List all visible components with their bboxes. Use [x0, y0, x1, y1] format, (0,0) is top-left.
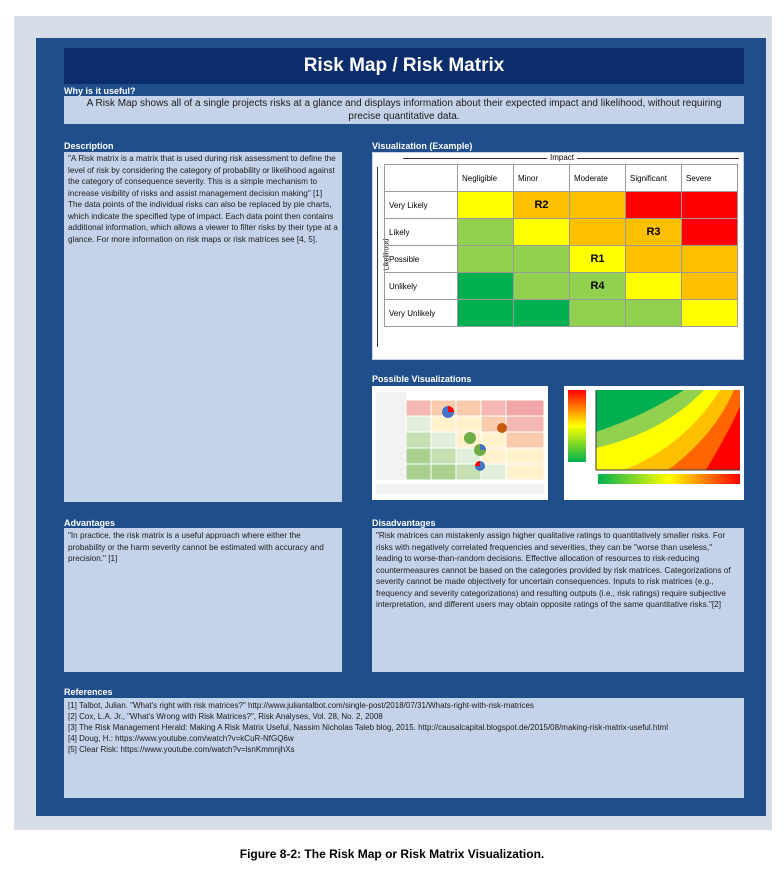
risk-cell — [458, 192, 514, 219]
description-heading: Description — [64, 141, 114, 151]
risk-cell — [626, 246, 682, 273]
matrix-corner — [385, 165, 458, 192]
disadvantages-text: "Risk matrices can mistakenly assign higher qualitative ratings to quantitatively smaller risks. For risks with negatively correlated frequencies and severities, they can be "worse than useless," leading to worse-than-random decisions. Effective allocation of resources to risk-reducing countermeasures cannot be based on the categories provided by risk matrices. Categorizations of severity cannot be made objectively for uncertain consequences. Inputs to risk matrices (e.g., frequency and severity categorizations) and resulting outputs (i.e., risk ratings) require subjective interpretation, and different users may obtain opposite ratings of the same quantitative risks."[2] — [372, 528, 744, 672]
possible-visualizations-heading: Possible Visualizations — [372, 374, 472, 384]
impact-column-header: Moderate — [570, 165, 626, 192]
risk-matrix-figure — [373, 153, 743, 359]
reference-item: [5] Clear Risk: https://www.youtube.com/watch?v=lsnKmmnjhXs — [68, 745, 295, 754]
likelihood-row-label: Very Likely — [385, 192, 458, 219]
impact-column-header: Significant — [626, 165, 682, 192]
impact-axis-label: Impact — [547, 153, 577, 162]
risk-cell — [514, 246, 570, 273]
risk-cell — [514, 273, 570, 300]
possible-visualization-bubble-matrix — [372, 386, 548, 500]
risk-cell: R3 — [626, 219, 682, 246]
risk-matrix-table — [384, 164, 738, 327]
risk-cell — [626, 300, 682, 327]
risk-cell: R1 — [570, 246, 626, 273]
visualization-heading: Visualization (Example) — [372, 141, 473, 151]
risk-cell — [682, 300, 738, 327]
risk-cell — [682, 192, 738, 219]
risk-cell — [514, 219, 570, 246]
reference-item: [1] Talbot, Julian. "What's right with risk matrices?" http://www.juliantalbot.com/single-post/2018/07/31/Whats-right-with-risk-matrices — [68, 701, 534, 710]
risk-cell — [682, 246, 738, 273]
risk-cell — [570, 192, 626, 219]
likelihood-row-label: Unlikely — [385, 273, 458, 300]
why-heading: Why is it useful? — [64, 86, 136, 96]
likelihood-axis-label: Likelihood — [383, 238, 391, 271]
risk-cell — [626, 192, 682, 219]
reference-item: [4] Doug, H.: https://www.youtube.com/watch?v=kCuR-NfGQ6w — [68, 734, 294, 743]
risk-cell — [570, 219, 626, 246]
risk-cell — [682, 273, 738, 300]
possible-visualization-heatmap — [564, 386, 744, 500]
reference-item: [3] The Risk Management Herald: Making A Risk Matrix Useful, Nassim Nicholas Taleb blog, 2015. http://causalcapital.blogspot.de/2015/08/making-risk-matrix-useful.html — [68, 723, 668, 732]
heatmap-image — [564, 386, 744, 500]
risk-cell — [458, 273, 514, 300]
risk-cell — [514, 300, 570, 327]
impact-column-header: Minor — [514, 165, 570, 192]
risk-cell: R4 — [570, 273, 626, 300]
likelihood-axis-line — [377, 167, 378, 347]
poster-title: Risk Map / Risk Matrix — [64, 48, 744, 84]
likelihood-row-label: Likely — [385, 219, 458, 246]
risk-cell — [570, 300, 626, 327]
reference-item: [2] Cox, L.A. Jr., "What's Wrong with Risk Matrices?", Risk Analyses, Vol. 28, No. 2, 2008 — [68, 712, 383, 721]
why-text: A Risk Map shows all of a single projects risks at a glance and displays information about their expected impact and likelihood, without requiring precise quantitative data. — [64, 96, 744, 124]
likelihood-row-label: Possible — [385, 246, 458, 273]
description-text: "A Risk matrix is a matrix that is used during risk assessment to define the level of risk by considering the category of probability or likelihood against the category of consequence severity. This is a simple mechanism to increase visibility of risks and assist management decision making" [1] The data points of the individual risks can also be replaced by pie charts, which indicate the specified type of impact. Each data point then contains additional information, which allows a viewer to filter risks by their type at a glance. For more information on risk maps or risk matrices see [4, 5]. — [64, 152, 342, 502]
risk-cell: R2 — [514, 192, 570, 219]
figure-caption: Figure 8-2: The Risk Map or Risk Matrix Visualization. — [239, 847, 545, 861]
references-list — [64, 698, 744, 798]
risk-cell — [458, 219, 514, 246]
bubble-matrix-image — [372, 386, 548, 500]
risk-cell — [682, 219, 738, 246]
risk-cell — [458, 300, 514, 327]
disadvantages-heading: Disadvantages — [372, 518, 436, 528]
references-heading: References — [64, 687, 113, 697]
visualization-panel — [372, 152, 744, 360]
advantages-text: "In practice, the risk matrix is a useful approach where either the probability or the harm severity cannot be estimated with accuracy and precision." [1] — [64, 528, 342, 672]
risk-cell — [458, 246, 514, 273]
likelihood-row-label: Very Unlikely — [385, 300, 458, 327]
impact-column-header: Severe — [682, 165, 738, 192]
impact-column-header: Negligible — [458, 165, 514, 192]
advantages-heading: Advantages — [64, 518, 116, 528]
risk-cell — [626, 273, 682, 300]
poster — [36, 38, 766, 816]
